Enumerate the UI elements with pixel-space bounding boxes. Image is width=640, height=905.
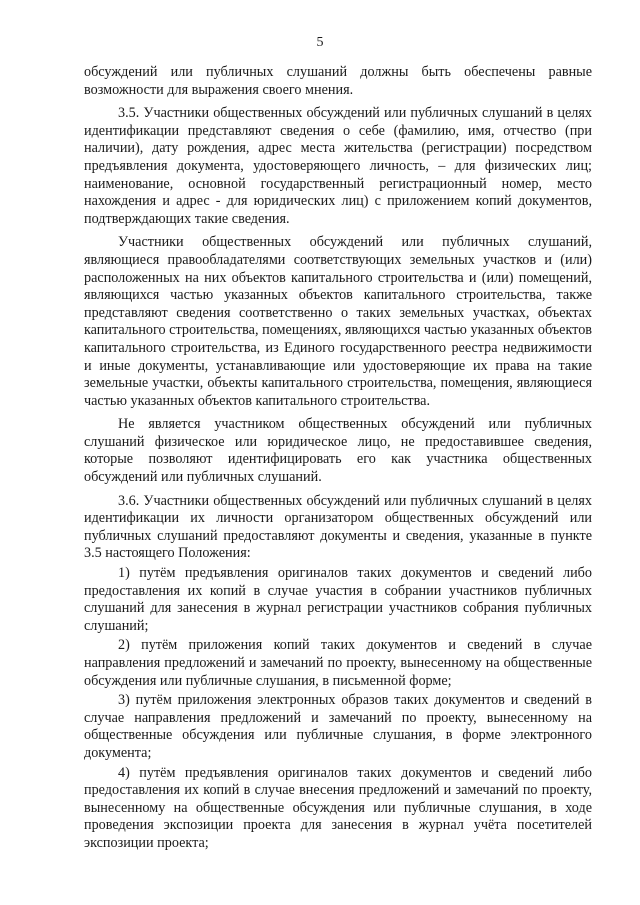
paragraph-rightholders: Участники общественных обсуждений или публичных слушаний, являющиеся правообладателями соответствующих земельных участков и (или) расположенных на них объектов капитального строительства и (или) помещений, являющихся частью указанных объектов капитального строительства, также представляют сведения соответственно о таких земельных участках, объектах капитального строительства, помещениях, являющихся частью указанных объектов капитального строительства, из Единого государственного реестра недвижимости и иные документы, устанавливающие или удостоверяющие их права на такие земельные участки, объекты капитального строительства, помещения, являющиеся частью указанных объектов капитального строительства. xyxy=(84,234,592,409)
paragraph-3-6: 3.6. Участники общественных обсуждений или публичных слушаний в целях идентификации их личности организатором общественных обсуждений или публичных слушаний предоставляют документы и сведения, указанные в пункте 3.5 настоящего Положения: xyxy=(84,492,592,562)
paragraph-non-participant: Не является участником общественных обсуждений или публичных слушаний физическое или юридическое лицо, не предоставившее сведения, которые позволяют идентифицировать его как участника общественных обсуждений или публичных слушаний. xyxy=(84,416,592,486)
paragraph-3-5: 3.5. Участники общественных обсуждений или публичных слушаний в целях идентификации представляют сведения о себе (фамилию, имя, отчество (при наличии), дату рождения, адрес места жительства (регистрации) посредством предъявления документа, удостоверяющего личность, – для физических лиц; наименование, основной государственный регистрационный номер, место нахождения и адрес - для юридических лиц) с приложением копий документов, подтверждающих такие сведения. xyxy=(84,105,592,227)
list-item-3: 3) путём приложения электронных образов таких документов и сведений в случае направления предложений и замечаний по проекту, вынесенному на общественные обсуждения или публичные слушания, в форме электронного документа; xyxy=(84,692,592,761)
document-body xyxy=(84,64,592,855)
list-item-2: 2) путём приложения копий таких документов и сведений в случае направления предложений и замечаний по проекту, вынесенному на общественные обсуждения или публичные слушания, в письменной форме; xyxy=(84,637,592,689)
page-number: 5 xyxy=(316,35,324,50)
list-item-1: 1) путём предъявления оригиналов таких документов и сведений либо предоставления их копий в случае участия в собрании участников публичных слушаний для занесения в журнал регистрации участников собрания публичных слушаний; xyxy=(84,565,592,634)
paragraph-continuation: обсуждений или публичных слушаний должны быть обеспечены равные возможности для выражения своего мнения. xyxy=(84,64,592,98)
list-item-4: 4) путём предъявления оригиналов таких документов и сведений либо предоставления их копий в случае внесения предложений и замечаний по проекту, вынесенному на общественные обсуждения или публичные слушания, в ходе проведения экспозиции проекта для занесения в журнал учёта посетителей экспозиции проекта; xyxy=(84,764,592,851)
